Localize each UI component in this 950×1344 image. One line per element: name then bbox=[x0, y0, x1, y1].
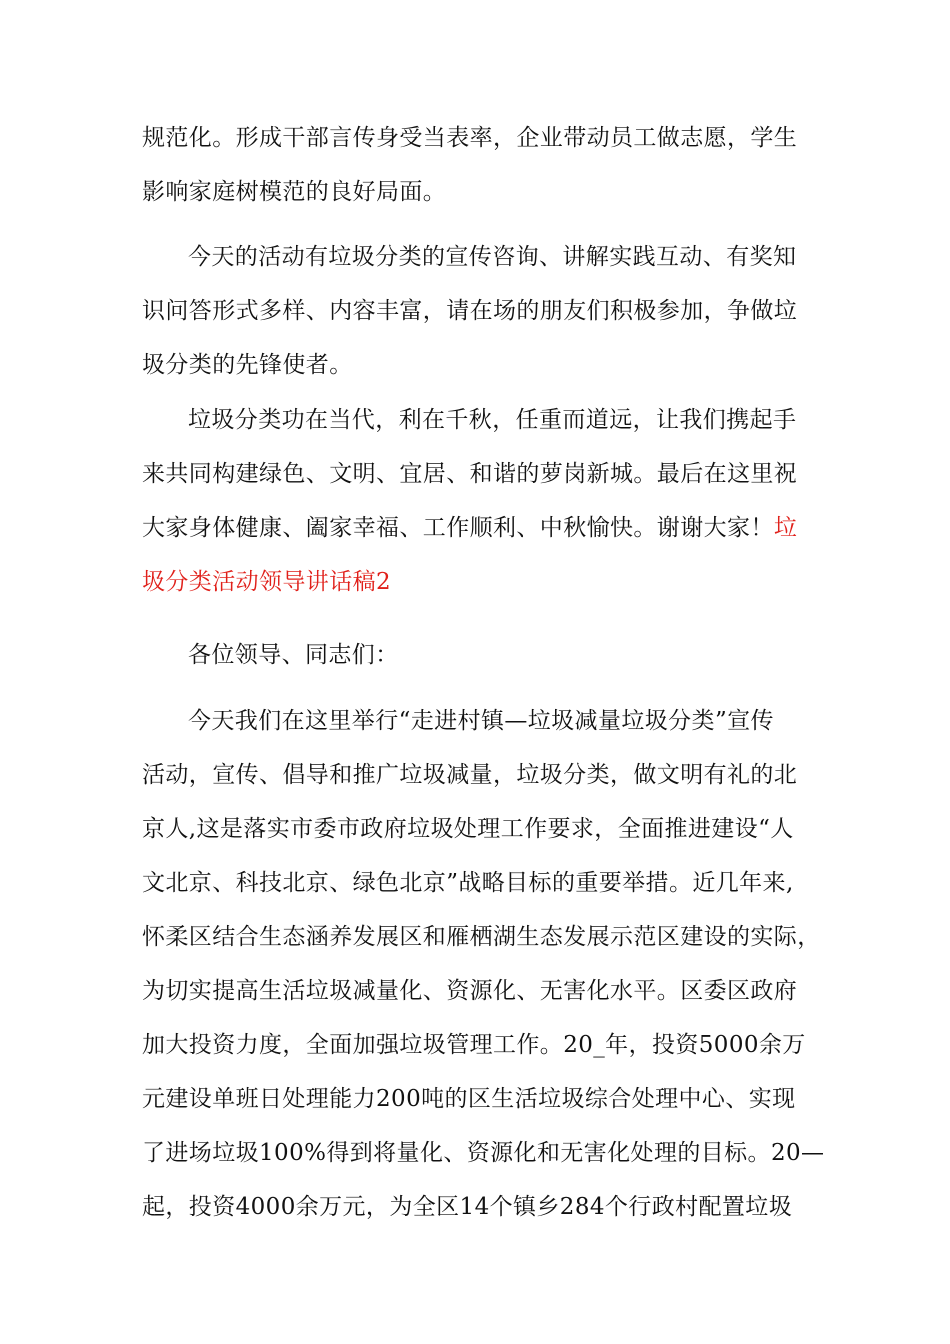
paragraph-3 bbox=[142, 393, 807, 609]
text-line: 起，投资4000余万元，为全区14个镇乡284个行政村配置垃圾 bbox=[142, 1194, 793, 1220]
text-line bbox=[142, 501, 807, 555]
text-line: 影响家庭树模范的良好局面。 bbox=[142, 179, 447, 205]
paragraph-1 bbox=[142, 111, 807, 219]
text-line: 怀柔区结合生态涵养发展区和雁栖湖生态发展示范区建设的实际， bbox=[142, 924, 821, 950]
greeting: 各位领导、同志们： bbox=[188, 642, 399, 668]
text-line: 来共同构建绿色、文明、宜居、和谐的萝岗新城。最后在这里祝 bbox=[142, 461, 798, 487]
text-line: 垃圾分类功在当代，利在千秋，任重而道远，让我们携起手 bbox=[188, 407, 797, 433]
text-line: 元建设单班日处理能力200吨的区生活垃圾综合处理中心、实现 bbox=[142, 1086, 796, 1112]
text-line: 圾分类的先锋使者。 bbox=[142, 352, 353, 378]
text-line: 规范化。形成干部言传身受当表率，企业带动员工做志愿，学生 bbox=[142, 125, 798, 151]
text-line: 今天我们在这里举行“走进村镇—垃圾减量垃圾分类”宣传 bbox=[188, 708, 774, 734]
text-segment: 大家身体健康、阖家幸福、工作顺利、中秋愉快。谢谢大家！ bbox=[142, 515, 774, 541]
text-line: 识问答形式多样、内容丰富，请在场的朋友们积极参加，争做垃 bbox=[142, 298, 798, 324]
text-line: 京人,这是落实市委市政府垃圾处理工作要求，全面推进建设“人 bbox=[142, 816, 794, 842]
section-heading-start: 垃 bbox=[773, 515, 798, 541]
text-line: 今天的活动有垃圾分类的宣传咨询、讲解实践互动、有奖知 bbox=[188, 244, 797, 270]
paragraph-2 bbox=[142, 230, 807, 392]
text-line: 加大投资力度，全面加强垃圾管理工作。20_年，投资5000余万 bbox=[142, 1032, 806, 1058]
text-line: 为切实提高生活垃圾减量化、资源化、无害化水平。区委区政府 bbox=[142, 978, 798, 1004]
paragraph-4 bbox=[142, 694, 825, 1234]
section-heading: 圾分类活动领导讲话稿2 bbox=[142, 569, 392, 595]
greeting-paragraph bbox=[142, 628, 807, 682]
text-line: 活动，宣传、倡导和推广垃圾减量，垃圾分类，做文明有礼的北 bbox=[142, 762, 798, 788]
text-line: 文北京、科技北京、绿色北京”战略目标的重要举措。近几年来, bbox=[142, 870, 794, 896]
text-line: 了进场垃圾100%得到将量化、资源化和无害化处理的目标。20— bbox=[142, 1140, 825, 1166]
